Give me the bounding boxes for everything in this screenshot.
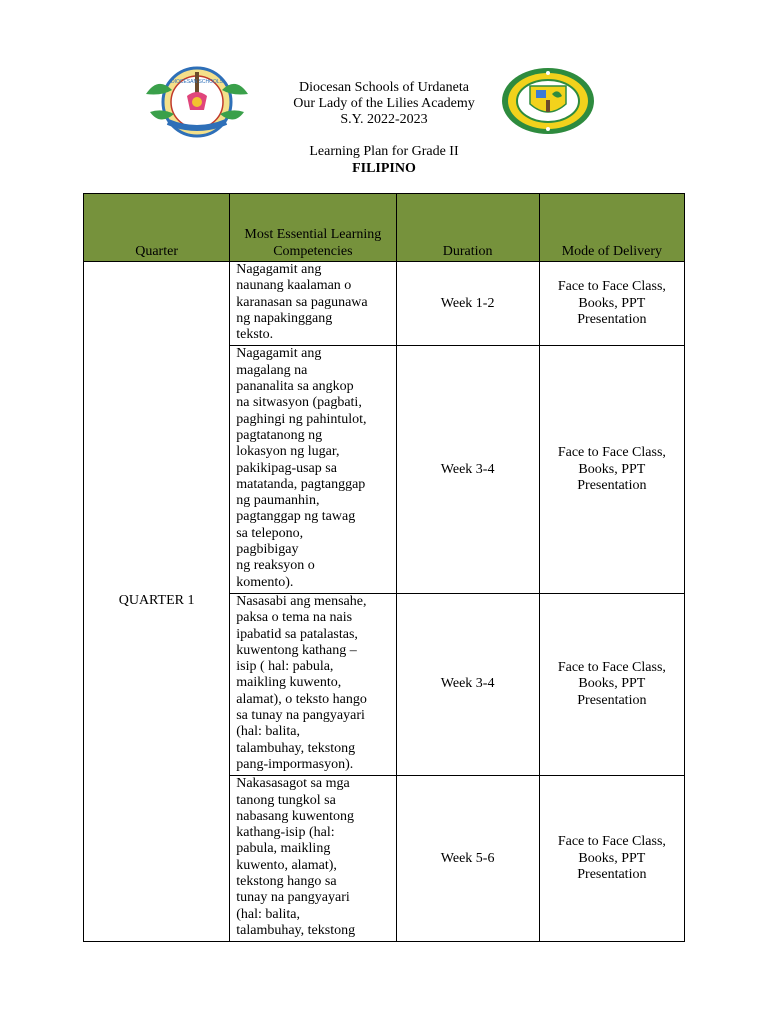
diocese-name: Diocesan Schools of Urdaneta <box>299 80 469 95</box>
competency-line: (hal: balita, <box>236 906 300 922</box>
duration-cell: Week 3-4 <box>396 346 539 593</box>
delivery-line: Books, PPT <box>578 295 646 311</box>
competency-line: kuwentong kathang – <box>236 642 357 658</box>
subject-title: FILIPINO <box>352 161 416 176</box>
competency-line: pakikipag-usap sa <box>236 460 337 476</box>
delivery-line: Presentation <box>577 692 647 708</box>
competency-line: talambuhay, tekstong <box>236 922 356 938</box>
delivery-line: Presentation <box>577 311 647 327</box>
competency-line: alamat), o teksto hango <box>236 691 367 707</box>
duration-cell: Week 3-4 <box>396 593 539 775</box>
competency-line: sa telepono, <box>236 525 304 541</box>
logo-lettering: DIOCESAN SCHOOLS <box>171 79 223 85</box>
delivery-line: Face to Face Class, <box>557 834 666 850</box>
competency-line: kuwento, alamat), <box>236 857 337 873</box>
competency-line: matatanda, pagtanggap <box>236 476 366 492</box>
diocesan-schools-logo <box>138 66 256 138</box>
school-name-block <box>240 80 528 128</box>
school-year: S.Y. 2022-2023 <box>340 112 428 127</box>
competency-line: ng reaksyon o <box>236 558 315 574</box>
duration-cell: Week 5-6 <box>396 776 539 942</box>
school-name: Our Lady of the Lilies Academy <box>293 96 475 111</box>
competency-line: Nasasabi ang mensahe, <box>236 593 367 609</box>
competency-line: pagtanggap ng tawag <box>236 509 356 525</box>
header-competencies: Most Essential Learning Competencies <box>230 194 396 262</box>
delivery-cell <box>539 776 684 942</box>
competency-line: ng paumanhin, <box>236 493 320 509</box>
delivery-line: Presentation <box>577 866 647 882</box>
plan-title-block <box>240 143 528 177</box>
header-mode-of-delivery: Mode of Delivery <box>539 194 684 262</box>
competency-line: pagbibigay <box>236 542 299 558</box>
competency-line: ng napakinggang <box>236 310 333 326</box>
competency-line: tanong tungkol sa <box>236 792 336 808</box>
competency-line: paksa o tema na nais <box>236 610 353 626</box>
competency-line: pabula, maikling <box>236 841 331 857</box>
competency-line: magalang na <box>236 362 308 378</box>
delivery-cell <box>539 593 684 775</box>
competency-line: na sitwasyon (pagbati, <box>236 395 362 411</box>
header-quarter: Quarter <box>84 194 230 262</box>
competency-line: maikling kuwento, <box>236 675 342 691</box>
delivery-line: Books, PPT <box>578 461 646 477</box>
competency-line: tekstong hango sa <box>236 873 337 889</box>
competency-line: pang-impormasyon). <box>236 756 354 772</box>
competency-line: ipabatid sa patalastas, <box>236 626 358 642</box>
competency-line: lokasyon ng lugar, <box>236 444 340 460</box>
duration-cell: Week 1-2 <box>396 262 539 346</box>
delivery-cell <box>539 262 684 346</box>
competency-line: Nakasasagot sa mga <box>236 776 350 792</box>
competency-line: sa tunay na pangyayari <box>236 708 365 724</box>
competency-line: Nagagamit ang <box>236 262 322 277</box>
learning-plan-table <box>83 193 685 942</box>
competency-line: talambuhay, tekstong <box>236 740 356 756</box>
competency-line: naunang kaalaman o <box>236 278 352 294</box>
delivery-line: Face to Face Class, <box>557 279 666 295</box>
competency-line: tunay na pangyayari <box>236 890 350 906</box>
competency-line: (hal: balita, <box>236 724 300 740</box>
delivery-line: Face to Face Class, <box>557 445 666 461</box>
academy-seal-logo <box>500 66 596 136</box>
plan-title: Learning Plan for Grade II <box>309 144 459 159</box>
competency-line: teksto. <box>236 327 274 343</box>
competency-line: isip ( hal: pabula, <box>236 659 334 675</box>
competency-cell <box>230 593 396 775</box>
delivery-line: Presentation <box>577 477 647 493</box>
delivery-line: Books, PPT <box>578 676 646 692</box>
competency-line: pananalita sa angkop <box>236 379 354 395</box>
quarter-cell: QUARTER 1 <box>84 262 230 942</box>
competency-cell <box>230 262 396 346</box>
table-header-row <box>84 194 685 262</box>
competency-line: nabasang kuwentong <box>236 808 355 824</box>
delivery-line: Face to Face Class, <box>557 660 666 676</box>
header-duration: Duration <box>396 194 539 262</box>
table-row <box>84 262 685 346</box>
competency-line: paghingi ng pahintulot, <box>236 411 367 427</box>
competency-line: karanasan sa pagunawa <box>236 294 368 310</box>
competency-line: Nagagamit ang <box>236 346 322 362</box>
competency-cell <box>230 776 396 942</box>
document-header <box>0 0 768 200</box>
competency-line: komento). <box>236 574 294 590</box>
competency-line: pagtatanong ng <box>236 427 323 443</box>
competency-cell <box>230 346 396 593</box>
competency-line: kathang-isip (hal: <box>236 825 335 841</box>
delivery-cell <box>539 346 684 593</box>
delivery-line: Books, PPT <box>578 850 646 866</box>
